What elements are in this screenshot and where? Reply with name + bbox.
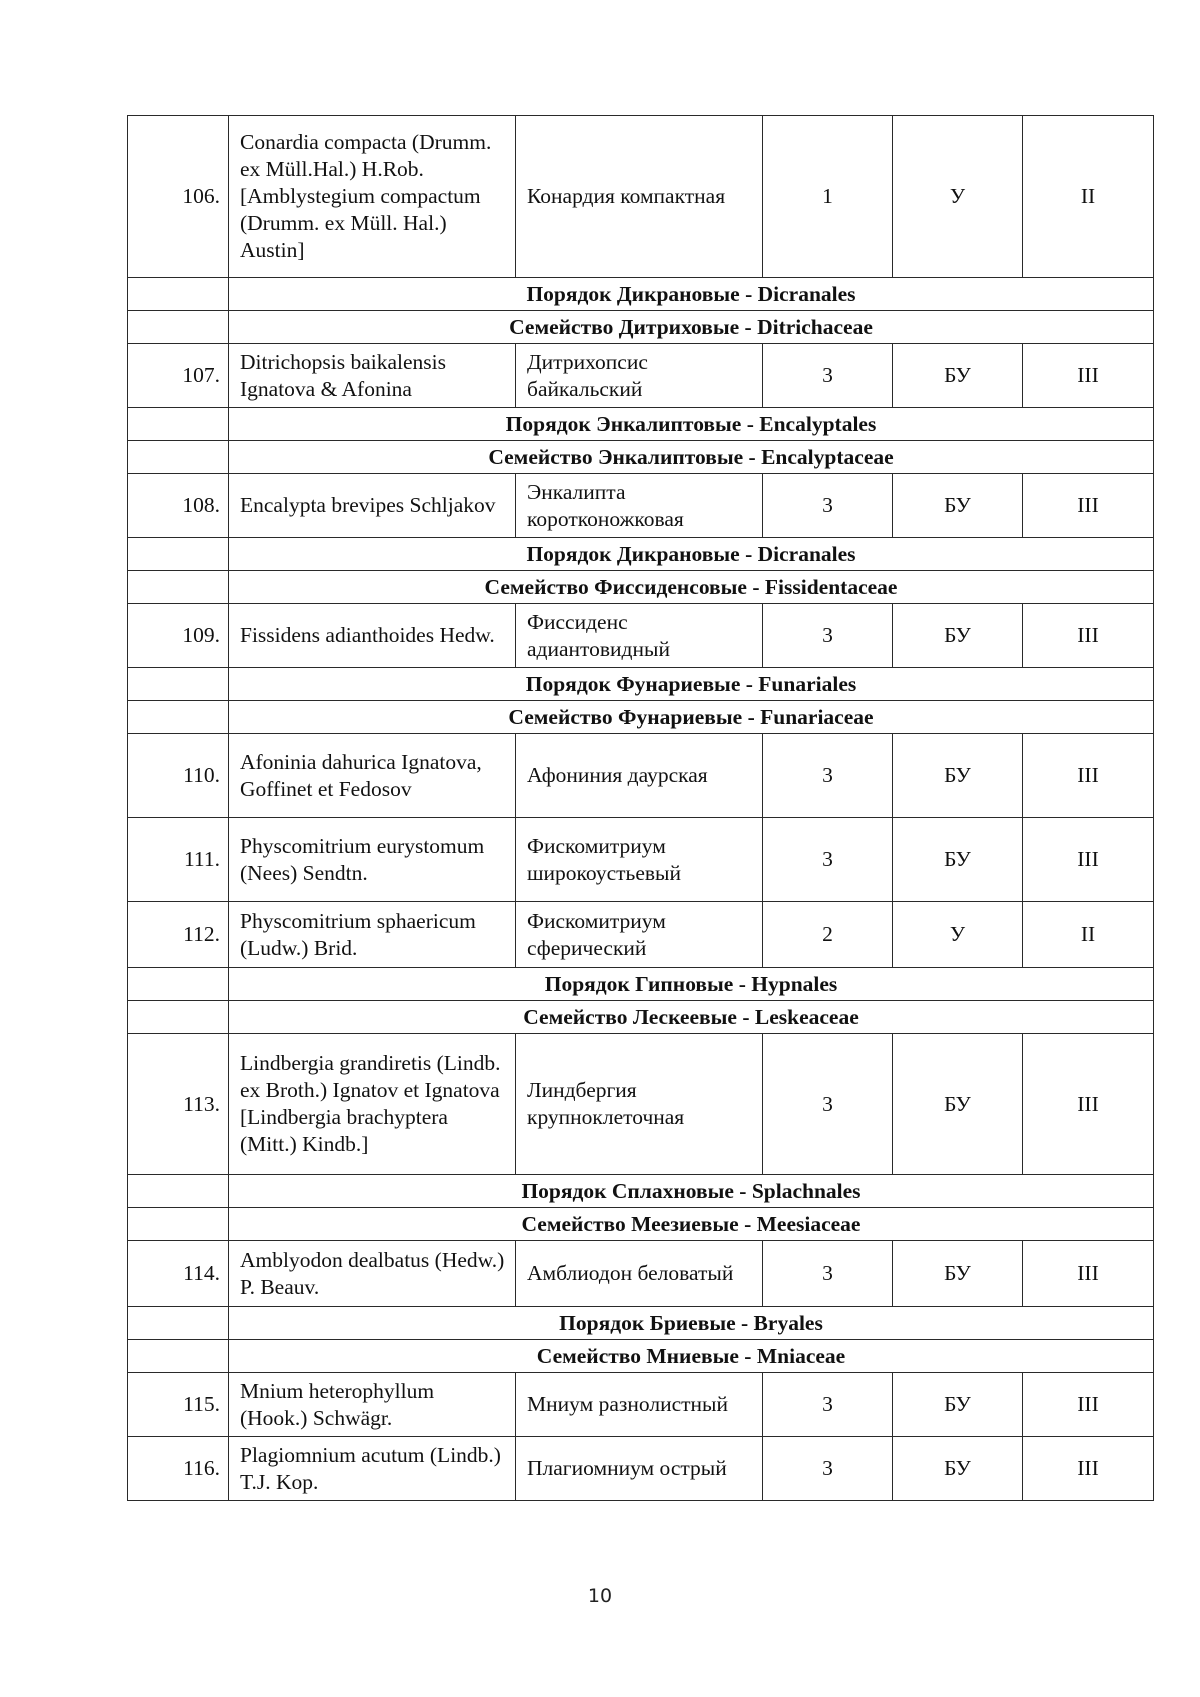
family-heading-row xyxy=(128,1340,1154,1373)
latin-name: Mnium heterophyllum (Hook.) Schwägr. xyxy=(229,1373,516,1437)
heading-spacer xyxy=(128,571,229,604)
order-heading-row xyxy=(128,968,1154,1001)
row-number: 116. xyxy=(128,1437,229,1501)
priority-cell: III xyxy=(1023,604,1154,668)
species-row xyxy=(128,344,1154,408)
order-heading-row xyxy=(128,668,1154,701)
priority-cell: III xyxy=(1023,734,1154,818)
priority-cell: III xyxy=(1023,1034,1154,1175)
heading-spacer xyxy=(128,1001,229,1034)
row-number: 108. xyxy=(128,474,229,538)
status-cell: БУ xyxy=(893,1373,1023,1437)
order-heading-row xyxy=(128,278,1154,311)
status-cell: БУ xyxy=(893,1241,1023,1307)
family-heading: Семейство Дитриховые - Ditrichaceae xyxy=(229,311,1154,344)
russian-name: Фискомитриум сферический xyxy=(516,902,763,968)
category-cell: 3 xyxy=(763,1034,893,1175)
heading-spacer xyxy=(128,668,229,701)
category-cell: 3 xyxy=(763,344,893,408)
category-cell: 3 xyxy=(763,818,893,902)
russian-name: Афониния даурская xyxy=(516,734,763,818)
latin-name: Physcomitrium eurystomum (Nees) Sendtn. xyxy=(229,818,516,902)
russian-name: Мниум разнолистный xyxy=(516,1373,763,1437)
family-heading-row xyxy=(128,571,1154,604)
russian-name: Линдбергия крупноклеточная xyxy=(516,1034,763,1175)
order-heading-row xyxy=(128,538,1154,571)
latin-name: Fissidens adianthoides Hedw. xyxy=(229,604,516,668)
priority-cell: III xyxy=(1023,1373,1154,1437)
heading-spacer xyxy=(128,1175,229,1208)
row-number: 111. xyxy=(128,818,229,902)
family-heading-row xyxy=(128,441,1154,474)
heading-spacer xyxy=(128,968,229,1001)
status-cell: БУ xyxy=(893,604,1023,668)
species-table-body xyxy=(128,116,1154,1501)
heading-spacer xyxy=(128,441,229,474)
species-row xyxy=(128,1373,1154,1437)
latin-name: Lindbergia grandiretis (Lindb. ex Broth.) Ignatov et Ignatova [Lindbergia brachyptera (Mitt.) Kindb.] xyxy=(229,1034,516,1175)
order-heading: Порядок Фунариевые - Funariales xyxy=(229,668,1154,701)
latin-name: Ditrichopsis baikalensis Ignatova & Afonina xyxy=(229,344,516,408)
family-heading: Семейство Энкалиптовые - Encalyptaceae xyxy=(229,441,1154,474)
row-number: 113. xyxy=(128,1034,229,1175)
category-cell: 3 xyxy=(763,474,893,538)
heading-spacer xyxy=(128,1307,229,1340)
family-heading: Семейство Фиссиденсовые - Fissidentaceae xyxy=(229,571,1154,604)
heading-spacer xyxy=(128,408,229,441)
family-heading-row xyxy=(128,311,1154,344)
status-cell: БУ xyxy=(893,1437,1023,1501)
status-cell: БУ xyxy=(893,474,1023,538)
category-cell: 3 xyxy=(763,734,893,818)
heading-spacer xyxy=(128,538,229,571)
russian-name: Конардия компактная xyxy=(516,116,763,278)
heading-spacer xyxy=(128,311,229,344)
species-table xyxy=(127,115,1154,1501)
species-row xyxy=(128,604,1154,668)
order-heading: Порядок Гипновые - Hypnales xyxy=(229,968,1154,1001)
latin-name: Encalypta brevipes Schljakov xyxy=(229,474,516,538)
species-row xyxy=(128,1034,1154,1175)
order-heading: Порядок Бриевые - Bryales xyxy=(229,1307,1154,1340)
status-cell: БУ xyxy=(893,734,1023,818)
latin-name: Conardia compacta (Drumm. ex Müll.Hal.) H.Rob. [Amblystegium compactum (Drumm. ex Müll. Hal.) Austin] xyxy=(229,116,516,278)
row-number: 115. xyxy=(128,1373,229,1437)
category-cell: 3 xyxy=(763,604,893,668)
species-row xyxy=(128,1241,1154,1307)
family-heading-row xyxy=(128,701,1154,734)
row-number: 114. xyxy=(128,1241,229,1307)
order-heading: Порядок Сплахновые - Splachnales xyxy=(229,1175,1154,1208)
row-number: 112. xyxy=(128,902,229,968)
latin-name: Plagiomnium acutum (Lindb.) T.J. Kop. xyxy=(229,1437,516,1501)
priority-cell: III xyxy=(1023,1437,1154,1501)
status-cell: БУ xyxy=(893,818,1023,902)
russian-name: Фискомитриум широкоустьевый xyxy=(516,818,763,902)
status-cell: У xyxy=(893,902,1023,968)
row-number: 106. xyxy=(128,116,229,278)
family-heading: Семейство Мниевые - Mniaceae xyxy=(229,1340,1154,1373)
species-row xyxy=(128,734,1154,818)
status-cell: БУ xyxy=(893,1034,1023,1175)
priority-cell: III xyxy=(1023,818,1154,902)
heading-spacer xyxy=(128,278,229,311)
species-row xyxy=(128,474,1154,538)
row-number: 107. xyxy=(128,344,229,408)
russian-name: Плагиомниум острый xyxy=(516,1437,763,1501)
species-row xyxy=(128,902,1154,968)
family-heading: Семейство Фунариевые - Funariaceae xyxy=(229,701,1154,734)
category-cell: 3 xyxy=(763,1373,893,1437)
family-heading-row xyxy=(128,1001,1154,1034)
russian-name: Энкалипта коротконожковая xyxy=(516,474,763,538)
russian-name: Фиссиденс адиантовидный xyxy=(516,604,763,668)
category-cell: 3 xyxy=(763,1241,893,1307)
family-heading: Семейство Лескеевые - Leskeaceae xyxy=(229,1001,1154,1034)
category-cell: 1 xyxy=(763,116,893,278)
russian-name: Дитрихопсис байкальский xyxy=(516,344,763,408)
latin-name: Afoninia dahurica Ignatova, Goffinet et Fedosov xyxy=(229,734,516,818)
order-heading: Порядок Дикрановые - Dicranales xyxy=(229,278,1154,311)
heading-spacer xyxy=(128,1208,229,1241)
latin-name: Amblyodon dealbatus (Hedw.) P. Beauv. xyxy=(229,1241,516,1307)
status-cell: БУ xyxy=(893,344,1023,408)
row-number: 109. xyxy=(128,604,229,668)
order-heading-row xyxy=(128,1175,1154,1208)
order-heading: Порядок Энкалиптовые - Encalyptales xyxy=(229,408,1154,441)
priority-cell: III xyxy=(1023,1241,1154,1307)
order-heading-row xyxy=(128,1307,1154,1340)
family-heading: Семейство Меезиевые - Meesiaceae xyxy=(229,1208,1154,1241)
family-heading-row xyxy=(128,1208,1154,1241)
priority-cell: II xyxy=(1023,116,1154,278)
heading-spacer xyxy=(128,701,229,734)
species-row xyxy=(128,818,1154,902)
priority-cell: II xyxy=(1023,902,1154,968)
priority-cell: III xyxy=(1023,344,1154,408)
species-row xyxy=(128,1437,1154,1501)
order-heading-row xyxy=(128,408,1154,441)
page-number: 10 xyxy=(587,1585,613,1607)
latin-name: Physcomitrium sphaericum (Ludw.) Brid. xyxy=(229,902,516,968)
category-cell: 2 xyxy=(763,902,893,968)
order-heading: Порядок Дикрановые - Dicranales xyxy=(229,538,1154,571)
category-cell: 3 xyxy=(763,1437,893,1501)
russian-name: Амблиодон беловатый xyxy=(516,1241,763,1307)
priority-cell: III xyxy=(1023,474,1154,538)
row-number: 110. xyxy=(128,734,229,818)
species-row xyxy=(128,116,1154,278)
status-cell: У xyxy=(893,116,1023,278)
heading-spacer xyxy=(128,1340,229,1373)
